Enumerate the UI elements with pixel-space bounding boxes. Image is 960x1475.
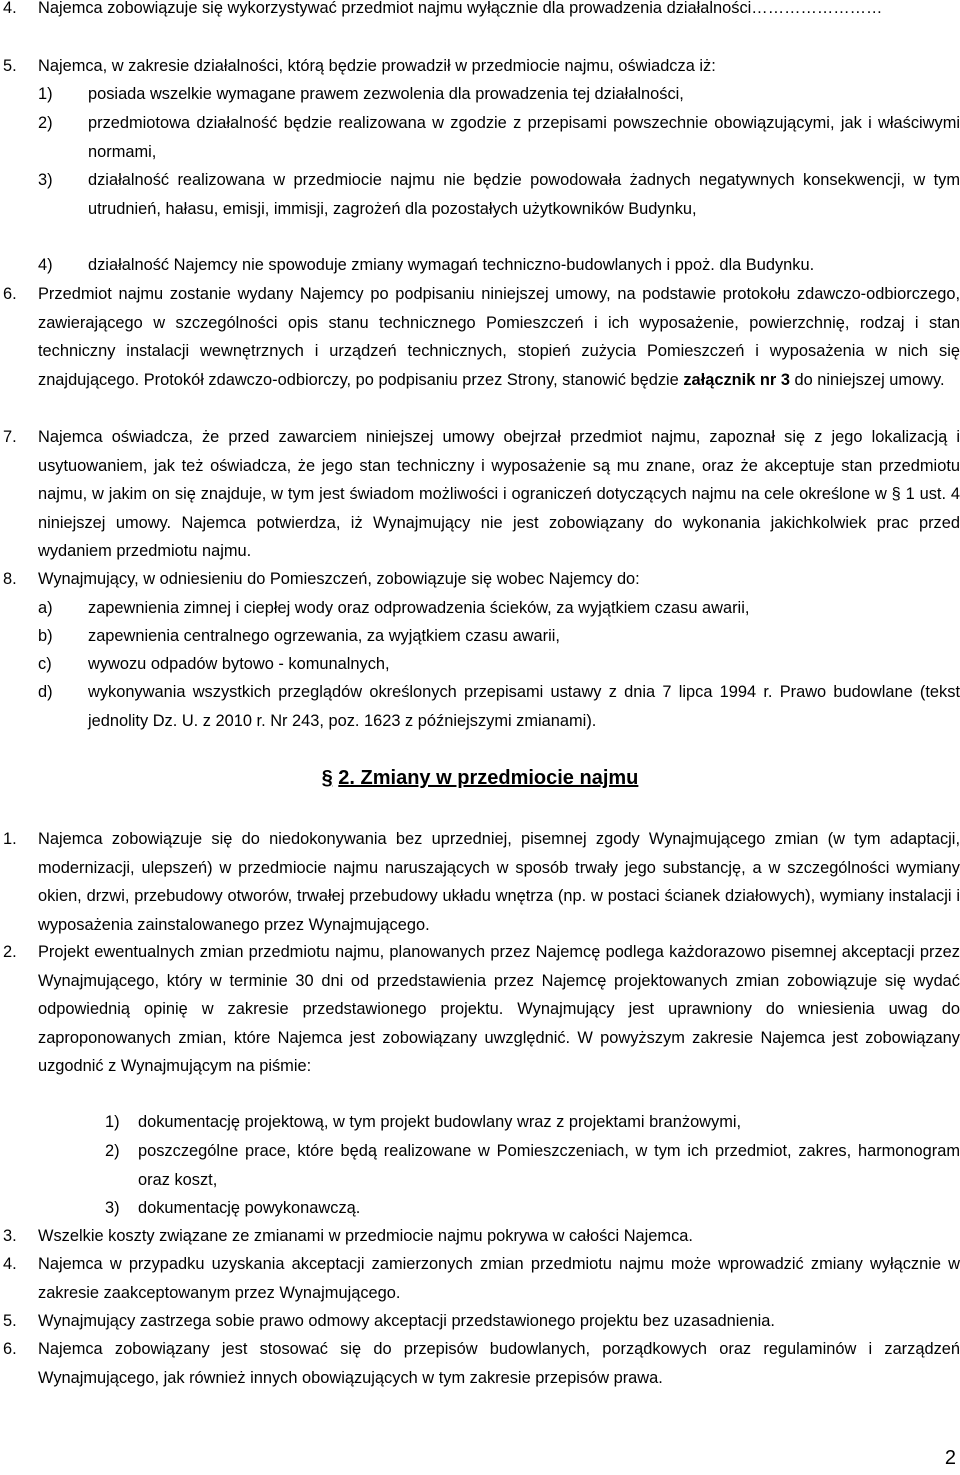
point-text: wywozu odpadów bytowo - komunalnych, [88,655,390,673]
point-text: wykonywania wszystkich przeglądów określonych przepisami ustawy z dnia 7 lipca 1994 r. Prawo budowlane (tekst jednolity Dz. U. z 2010 r. Nr 243, poz. 1623 z późniejszymi zmianami). [88,683,960,730]
clause-8-point-c [38,650,960,679]
clause-text-part: do niniejszej umowy. [789,370,945,389]
clause-text: Wszelkie koszty związane ze zmianami w przedmiocie najmu pokrywa w całości Najemca. [38,1227,693,1245]
clause-5-point-3 [38,166,960,223]
clause-text: Projekt ewentualnych zmian przedmiotu najmu, planowanych przez Najemcę podlega każdorazowo pisemnej akceptacji przez Wynajmującego, który w terminie 30 dni od przedstawienia przez Najemcę projektowanych zmian zobowiązuje się wydać odpowiednią opinię w zakresie przedstawionego projektu. Wynajmujący jest uprawniony do wniesienia uwag do zaproponowanych zmian, które Najemca jest zobowiązany uwzględnić. W powyższym zakresie Najemca jest zobowiązany uzgodnić z Wynajmującym na piśmie: [38,943,960,1076]
point-number: 2) [38,114,53,132]
clause-8-point-d [38,678,960,735]
clause-text: Najemca zobowiązany jest stosować się do przepisów budowlanych, porządkowych oraz regulaminów i zarządzeń Wynajmującego, jak również innych obowiązujących w tym zakresie przepisów prawa. [38,1340,960,1387]
point-text: zapewnienia zimnej i ciepłej wody oraz odprowadzenia ścieków, za wyjątkiem czasu awarii, [88,599,750,617]
section2-clause-1 [0,825,960,939]
point-number: 3) [105,1199,120,1217]
clause-number: 3. [3,1227,17,1245]
clause-5 [0,52,960,81]
point-text: dokumentację powykonawczą. [138,1199,361,1217]
point-text: posiada wszelkie wymagane prawem zezwolenia dla prowadzenia tej działalności, [88,85,684,103]
point-text: przedmiotowa działalność będzie realizowana w zgodzie z przepisami powszechnie obowiązującymi, jak i właściwymi normami, [88,114,960,161]
section2-clause-4 [0,1250,960,1307]
attachment-reference: załącznik nr 3 [683,370,790,389]
clause-text [38,280,960,394]
point-number: a) [38,599,53,617]
point-number: 1) [105,1113,120,1131]
clause-4 [0,0,960,23]
section-heading [0,764,960,792]
clause-number: 2. [3,943,17,961]
section2-clause-2-point-2 [105,1137,960,1194]
clause-text-part: Przedmiot najmu zostanie wydany Najemcy po podpisaniu niniejszej umowy, na podstawie protokołu zdawczo-odbiorczego, zawierającego w szczególności opis stanu technicznego Pomieszczeń i ich wyposażenie, powierzchnię, rodzaj i stan techniczny instalacji wewnętrznych i urządzeń technicznych, stopień zużycia Pomieszczeń i wyposażenia w nich się znajdującego. Protokół zdawczo-odbiorczy, po podpisaniu przez Strony, stanowić będzie [38,285,960,389]
clause-8 [0,565,960,594]
point-number: c) [38,655,52,673]
clause-8-point-b [38,622,960,651]
point-text: działalność realizowana w przedmiocie najmu nie będzie powodowała żadnych negatywnych konsekwencji, w tym utrudnień, hałasu, emisji, immisji, zagrożeń dla pozostałych użytkowników Budynku, [88,171,960,218]
clause-number: 5. [3,1312,17,1330]
point-number: 4) [38,256,53,274]
point-number: d) [38,683,53,701]
clause-7 [0,423,960,566]
point-number: 3) [38,171,53,189]
clause-text: Wynajmujący, w odniesieniu do Pomieszczeń, zobowiązuje się wobec Najemcy do: [38,570,640,588]
clause-5-point-1 [38,80,960,109]
clause-text: Najemca w przypadku uzyskania akceptacji zamierzonych zmian przedmiotu najmu może wprowadzić zmiany wyłącznie w zakresie zaakceptowanym przez Wynajmującego. [38,1255,960,1302]
point-text: działalność Najemcy nie spowoduje zmiany wymagań techniczno-budowlanych i ppoż. dla Budynku. [88,256,815,274]
point-number: 1) [38,85,53,103]
clause-number: 8. [3,570,17,588]
clause-number: 1. [3,830,17,848]
clause-number: 4. [3,0,17,17]
point-number: b) [38,627,53,645]
clause-number: 5. [3,57,17,75]
clause-number: 4. [3,1255,17,1273]
clause-text: Najemca zobowiązuje się wykorzystywać przedmiot najmu wyłącznie dla prowadzenia działalności…………………… [38,0,883,17]
clause-5-point-2 [38,109,960,166]
clause-text: Najemca zobowiązuje się do niedokonywania bez uprzedniej, pisemnej zgody Wynajmującego zmian (w tym adaptacji, modernizacji, ulepszeń) w przedmiocie najmu naruszających w sposób trwały jego substancję, a w szczególności wymiany okien, drzwi, przebudowy otworów, trwałej przebudowy układu wnętrza (np. w postaci ścianek działowych), wymiany instalacji i wyposażenia zainstalowanego przez Wynajmującego. [38,830,960,934]
point-text: dokumentację projektową, w tym projekt budowlany wraz z projektami branżowymi, [138,1113,742,1131]
point-text: zapewnienia centralnego ogrzewania, za wyjątkiem czasu awarii, [88,627,560,645]
clause-5-point-4 [38,251,960,280]
section-title: 2. Zmiany w przedmiocie najmu [338,767,639,789]
page-number: 2 [944,1447,956,1469]
clause-number: 6. [3,285,17,303]
section2-clause-2-point-3 [105,1194,960,1223]
clause-number: 6. [3,1340,17,1358]
section2-clause-6 [0,1335,960,1392]
clause-text: Najemca oświadcza, że przed zawarciem niniejszej umowy obejrzał przedmiot najmu, zapoznał się z jego lokalizacją i usytuowaniem, jak też oświadcza, że jego stan techniczny i wyposażenie są mu znane, oraz że akceptuje stan przedmiotu najmu, w jakim on się znajduje, w tym jest świadom możliwości i ograniczeń dotyczących najmu na cele określone w § 1 ust. 4 niniejszej umowy. Najemca potwierdza, iż Wynajmujący nie jest zobowiązany do wykonania jakichkolwiek prac przed wydaniem przedmiotu najmu. [38,428,960,561]
section2-clause-3 [0,1222,960,1251]
section2-clause-2-point-1 [105,1108,960,1137]
clause-number: 7. [3,428,17,446]
clause-text: Wynajmujący zastrzega sobie prawo odmowy akceptacji przedstawionego projektu bez uzasadnienia. [38,1312,775,1330]
clause-8-point-a [38,594,960,623]
point-number: 2) [105,1142,120,1160]
clause-text: Najemca, w zakresie działalności, którą będzie prowadził w przedmiocie najmu, oświadcza iż: [38,57,716,75]
section2-clause-2 [0,938,960,1081]
clause-6 [0,280,960,394]
section-symbol: § [321,767,333,789]
point-text: poszczególne prace, które będą realizowane w Pomieszczeniach, w tym ich przedmiot, zakres, harmonogram oraz koszt, [138,1142,960,1189]
section2-clause-5 [0,1307,960,1336]
